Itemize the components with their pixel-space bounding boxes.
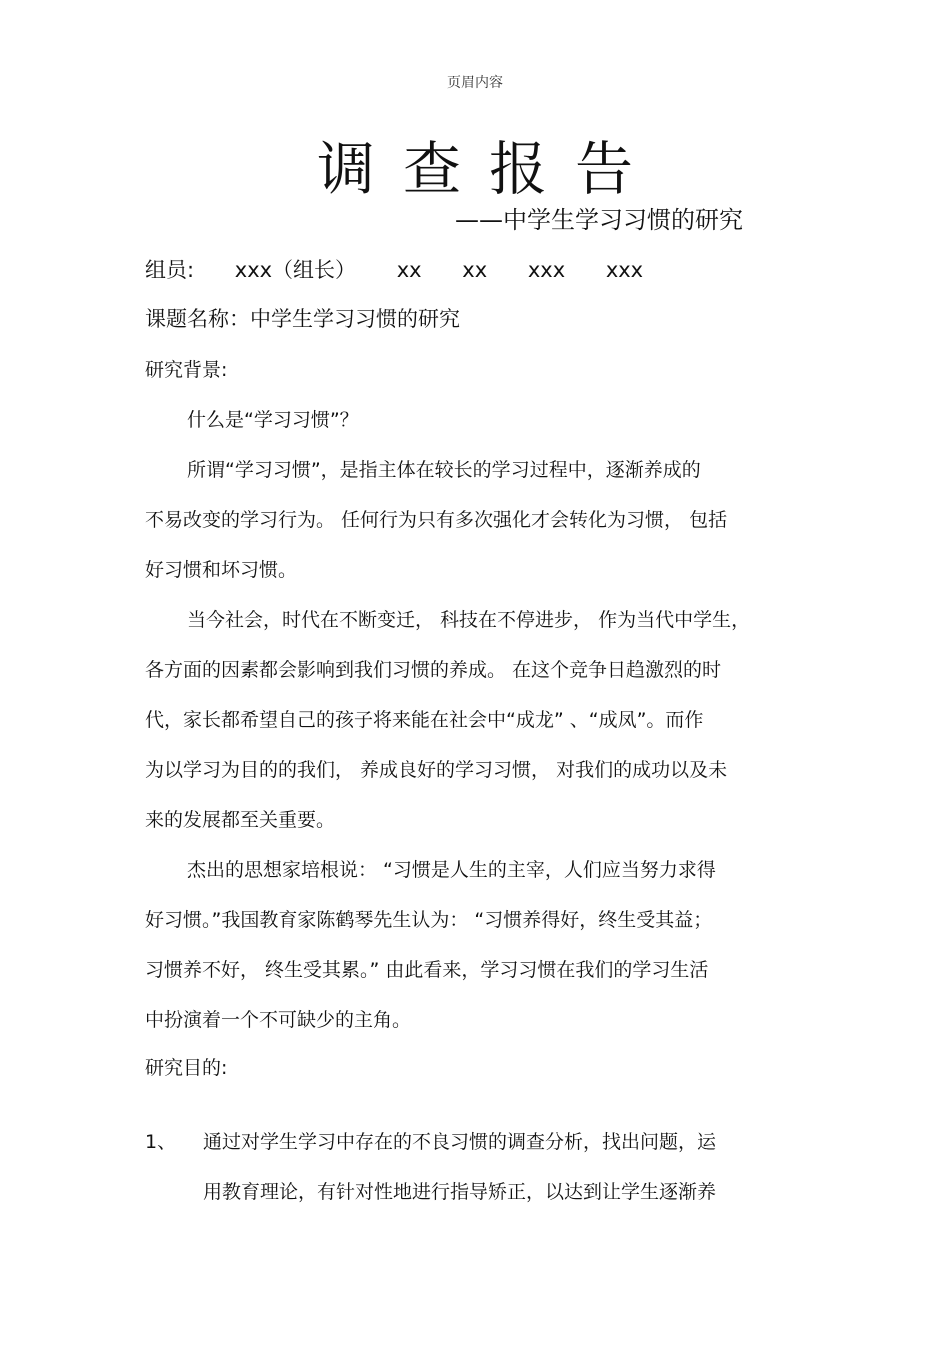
purpose-heading: 研究目的: <box>145 1057 228 1079</box>
paragraph-line: 为以学习为目的的我们， 养成良好的学习习惯， 对我们的成功以及未 <box>145 759 728 781</box>
member-leader: xxx（组长） <box>234 258 357 282</box>
member: xxx <box>605 258 644 282</box>
background-heading: 研究背景: <box>145 359 228 381</box>
list-item-text: 通过对学生学习中存在的不良习惯的调查分析，找出问题，运 <box>203 1131 717 1153</box>
paragraph-line: 各方面的因素都会影响到我们习惯的养成。 在这个竞争日趋激烈的时 <box>145 659 722 681</box>
paragraph-line: 所谓“学习习惯”，是指主体在较长的学习过程中，逐渐养成的 <box>187 459 701 481</box>
topic-line: 课题名称：中学生学习习惯的研究 <box>145 307 460 331</box>
members-line <box>145 254 643 284</box>
report-title: 调查报告 <box>316 135 661 203</box>
report-subtitle: ——中学生学习习惯的研究 <box>455 206 743 234</box>
paragraph-line: 好习惯和坏习惯。 <box>145 559 298 581</box>
paragraph-line: 习惯养不好， 终生受其累。” 由此看来，学习习惯在我们的学习生活 <box>145 959 709 981</box>
page-header: 页眉内容 <box>447 75 503 91</box>
list-item-text: 用教育理论，有针对性地进行指导矫正，以达到让学生逐渐养 <box>203 1181 717 1203</box>
paragraph-line: 杰出的思想家培根说： “习惯是人生的主宰，人们应当努力求得 <box>187 859 716 881</box>
paragraph-line: 当今社会，时代在不断变迁， 科技在不停进步， 作为当代中学生， <box>187 609 751 631</box>
paragraph-line: 中扮演着一个不可缺少的主角。 <box>145 1009 412 1031</box>
list-item-number: 1、 <box>145 1131 177 1153</box>
paragraph-line: 什么是“学习习惯”？ <box>187 409 359 431</box>
paragraph-line: 不易改变的学习行为。 任何行为只有多次强化才会转化为习惯， 包括 <box>145 509 728 531</box>
members-label: 组员: <box>145 258 195 282</box>
paragraph-line: 代，家长都希望自己的孩子将来能在社会中“成龙” 、“成凤”。而作 <box>145 709 704 731</box>
member: xx <box>396 258 422 282</box>
paragraph-line: 来的发展都至关重要。 <box>145 809 336 831</box>
paragraph-line: 好习惯。”我国教育家陈鹤琴先生认为： “习惯养得好，终生受其益； <box>145 909 713 931</box>
member: xxx <box>527 258 566 282</box>
member: xx <box>462 258 488 282</box>
